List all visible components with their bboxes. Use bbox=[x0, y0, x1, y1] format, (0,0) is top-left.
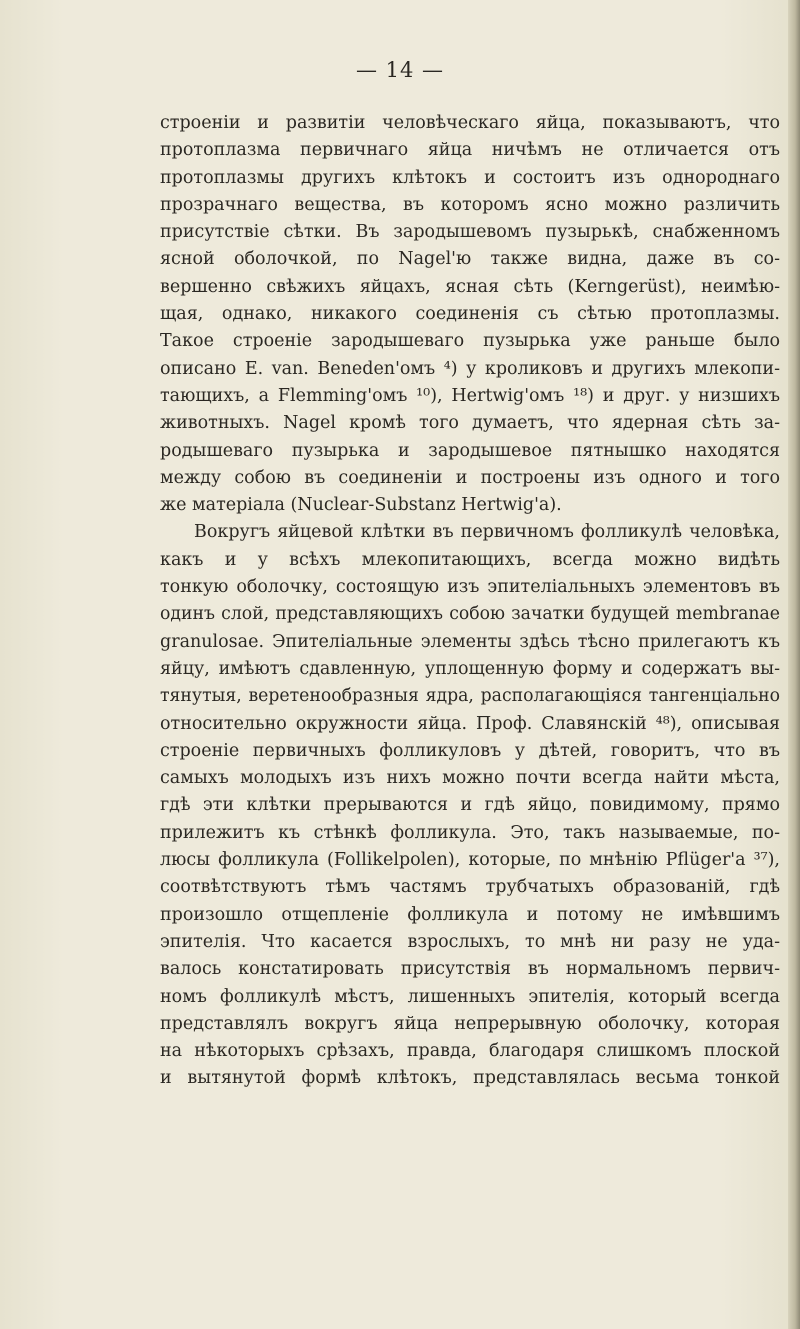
text-line: строенiи и развитiи человѣческаго яйца, показываютъ, что bbox=[160, 113, 780, 133]
text-line: относительно окружности яйца. Проф. Славянскiй ⁴⁸), описывая bbox=[160, 713, 780, 734]
text-line: строенiе первичныхъ фолликуловъ у дѣтей, говоритъ, что въ bbox=[160, 740, 780, 761]
text-line: и вытянутой формѣ клѣтокъ, представлялась весьма тонкой bbox=[160, 1068, 780, 1089]
text-line: прозрачнаго вещества, въ которомъ ясно можно различить bbox=[160, 194, 780, 215]
text-line: валось констатировать присутствiя въ нормальномъ первич- bbox=[160, 959, 780, 980]
text-line: соотвѣтствуютъ тѣмъ частямъ трубчатыхъ образованiй, гдѣ bbox=[160, 877, 780, 898]
text-line: описано E. van. Beneden'омъ ⁴) у кроликовъ и другихъ млекопи- bbox=[160, 358, 780, 379]
text-line: какъ и у всѣхъ млекопитающихъ, всегда можно видѣть bbox=[160, 549, 780, 570]
page-edge-shadow bbox=[788, 0, 800, 1329]
text-line: протоплазмы другихъ клѣтокъ и состоитъ изъ однороднаго bbox=[160, 167, 780, 188]
text-line: тонкую оболочку, состоящую изъ эпителiальныхъ элементовъ въ bbox=[160, 577, 780, 598]
text-line: тянутыя, веретенообразныя ядра, располагающiяся тангенцiально bbox=[160, 686, 780, 707]
text-line: номъ фолликулѣ мѣстъ, лишенныхъ эпителiя, который всегда bbox=[160, 986, 780, 1007]
body-text bbox=[160, 110, 780, 1093]
text-line: животныхъ. Nagel кромѣ того думаетъ, что ядерная сѣть за- bbox=[160, 413, 780, 434]
text-line: Такое строенiе зародышеваго пузырька уже раньше было bbox=[160, 331, 780, 352]
text-line: родышеваго пузырька и зародышевое пятнышко находятся bbox=[160, 440, 780, 461]
text-line: вершенно свѣжихъ яйцахъ, ясная сѣть (Kerngerüst), неимѣю- bbox=[160, 276, 780, 297]
text-line: гдѣ эти клѣтки прерываются и гдѣ яйцо, повидимому, прямо bbox=[160, 795, 780, 816]
text-line: щая, однако, никакого соединенiя съ сѣтью протоплазмы. bbox=[160, 304, 780, 325]
text-line: произошло отщепленiе фолликула и потому не имѣвшимъ bbox=[160, 904, 780, 925]
text-line: одинъ слой, представляющихъ собою зачатки будущей membranae bbox=[160, 604, 780, 625]
text-line: представлялъ вокругъ яйца непрерывную оболочку, которая bbox=[160, 1013, 780, 1034]
text-line: прилежитъ къ стѣнкѣ фолликула. Это, такъ называемые, по- bbox=[160, 822, 780, 843]
text-line: эпителiя. Что касается взрослыхъ, то мнѣ ни разу не уда- bbox=[160, 931, 780, 952]
text-line: яйцу, имѣютъ сдавленную, уплощенную форму и содержатъ вы- bbox=[160, 658, 780, 679]
text-line: ясной оболочкой, по Nagel'ю также видна, даже въ со- bbox=[160, 249, 780, 270]
text-line: люсы фолликула (Follikelpolen), которые, по мнѣнiю Pflüger'а ³⁷), bbox=[160, 850, 780, 871]
text-line: на нѣкоторыхъ срѣзахъ, правда, благодаря слишкомъ плоской bbox=[160, 1041, 780, 1062]
text-line: тающихъ, а Flemming'омъ ¹⁰), Hertwig'омъ ¹⁸) и друг. у низшихъ bbox=[160, 385, 780, 406]
text-line: самыхъ молодыхъ изъ нихъ можно почти всегда найти мѣста, bbox=[160, 768, 780, 789]
paragraph-start: Вокругъ яйцевой клѣтки въ первичномъ фолликулѣ человѣка, bbox=[194, 522, 780, 543]
page-number: — 14 — bbox=[355, 58, 445, 82]
text-line: присутствiе сѣтки. Въ зародышевомъ пузырькѣ, снабженномъ bbox=[160, 222, 780, 243]
text-line: протоплазма первичнаго яйца ничѣмъ не отличается отъ bbox=[160, 140, 780, 161]
text-line: же матерiала (Nuclear-Substanz Hertwig'а). bbox=[160, 495, 562, 516]
text-line: granulosae. Эпителiальные элементы здѣсь тѣсно прилегаютъ къ bbox=[160, 631, 780, 652]
text-line: между собою въ соединенiи и построены изъ одного и того bbox=[160, 467, 780, 488]
